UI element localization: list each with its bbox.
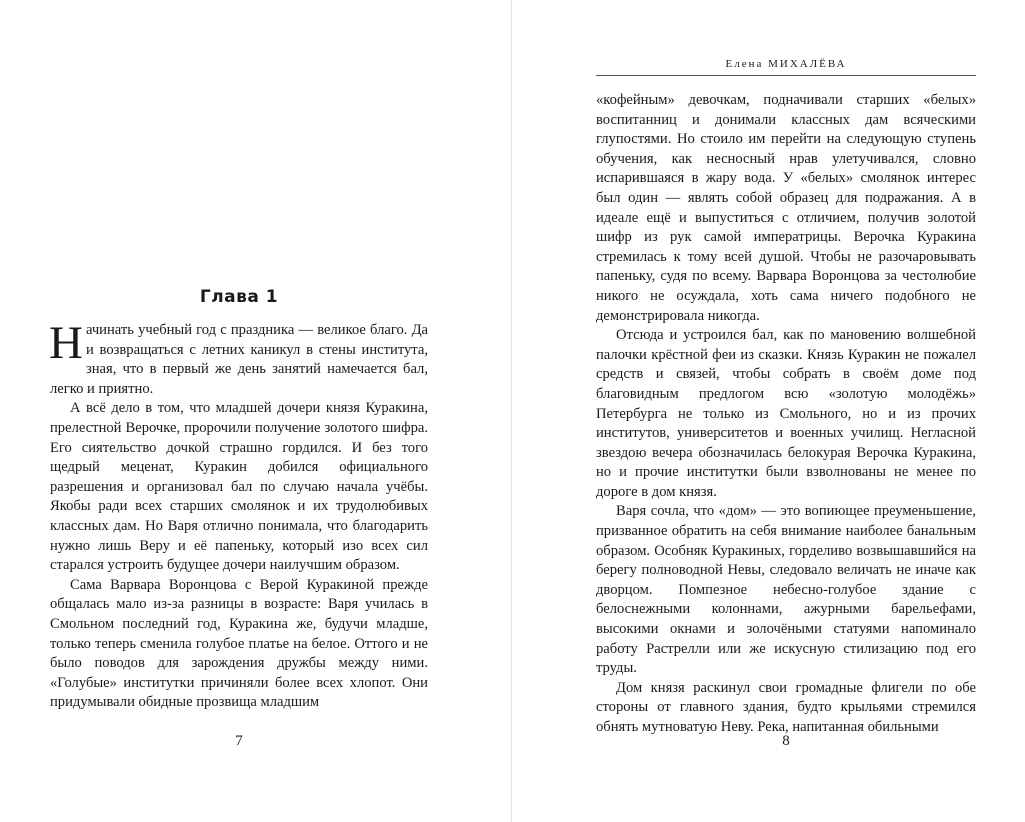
left-page [0,0,511,822]
paragraph: Варя сочла, что «дом» — это вопиющее преуменьшение, призванное обратить на себя внимание наиболее банальным образом. Особняк Куракиных, горделиво возвышавшийся на берегу полноводной Невы, следовало величать не иначе как дворцом. Помпезное небесно-голубое здание с белоснежными колоннами, ажурными барельефами, высокими окнами и золочёными статуями напоминало работу Растрелли или же искусную стилизацию под его труды. [596,503,976,677]
paragraph: А всё дело в том, что младшей дочери князя Куракина, прелестной Верочке, пророчили получение золотого шифра. Его сиятельство дочкой страшно гордился. И без того щедрый меценат, Куракин добился официального разрешения и организовал бал по случаю начала учёбы. Якобы ради всех старших смолянок и их трудолюбивых классных дам. Но Варя отлично понимала, что благодарить нужно лишь Веру и её папеньку, который изо всех сил старался устроить будущее дочери наилучшим образом. [50,400,428,574]
paragraph: Сама Варвара Воронцова с Верой Куракиной прежде общалась мало из-за разницы в возрасте: Варя училась в Смольном последний год, Куракина же, будучи младше, только теперь сменила голубое платье на белое. Оттого и не было поводов для зарождения дружбы между ними. «Голубые» институтки причиняли более всех хлопот. Они придумывали обидные прозвища младшим [50,576,428,711]
paragraph: Отсюда и устроился бал, как по мановению волшебной палочки крёстной феи из сказки. Князь Куракин не пожалел средств и связей, чтобы собрать в своём доме под благовидным предлогом всю «золотую молодёжь» Петербурга не только из Смольного, но и из прочих институтов, университетов и военных училищ. Негласной звездою вечера обозначилась белокурая Верочка Куракина, но и прочие институтки были взволнованы не менее по дороге в дом князя. [596,327,976,500]
paragraph: Дом князя раскинул свои громадные флигели по обе стороны от главного здания, будто крыльями стремился обнять мутноватую Неву. Река, напитанная обильными [596,679,976,735]
page-number: 8 [782,733,790,749]
page-number: 7 [235,733,243,749]
header-rule [596,75,976,76]
right-page-text [596,91,976,738]
drop-cap: Н [49,317,83,369]
paragraph [49,317,428,399]
right-page [512,0,1025,822]
paragraph: «кофейным» девочкам, подначивали старших «белых» воспитанниц и донимали классных дам всяческими глупостями. Но стоило им перейти на следующую ступень обучения, как несносный нрав улетучивался, словно испарившаяся в жару вода. У «белых» смолянок интерес был один — являть собой образец для подражания. А в идеале ещё и выпуститься с отличием, получив золотой шифр из рук самой императрицы. Верочка Куракина стремилась к тому всей душой. Чтобы не разочаровывать папеньку, судя по всему. Варвара Воронцова за честолюбие никого не осуждала, хоть сама ничего подобного не демонстрировала никогда. [596,92,976,324]
paragraph-text: ачинать учебный год с праздника — великое благо. Да и возвращаться с летних каникул в стены института, зная, что в первый же день занятий намечается бал, легко и приятно. [50,322,428,397]
left-page-text [49,317,428,713]
running-head: Елена МИХАЛЁВА [725,58,847,70]
chapter-title: Глава 1 [199,287,279,307]
